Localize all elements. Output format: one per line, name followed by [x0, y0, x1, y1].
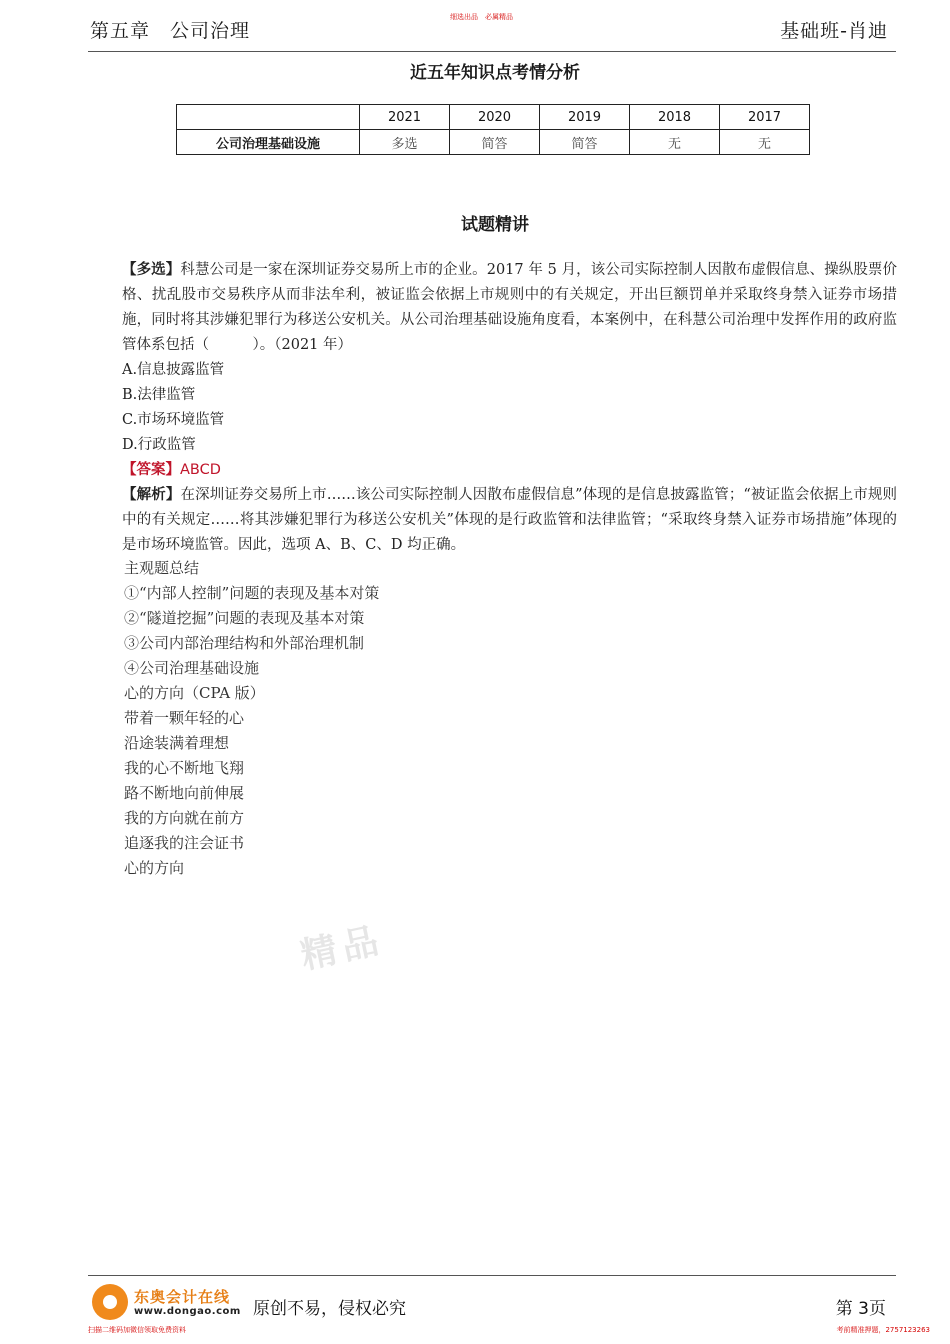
summary-heading: 主观题总结	[124, 559, 200, 577]
table-row	[177, 130, 810, 155]
header-divider	[88, 51, 896, 52]
poem-line: 追逐我的注会证书	[124, 834, 245, 852]
value-cell: 无	[630, 130, 720, 155]
page-number: 第 3页	[835, 1299, 886, 1319]
poem-line: 带着一颗年轻的心	[124, 709, 245, 727]
option-d: D.行政监管	[122, 437, 196, 453]
poem-title: 心的方向（CPA 版）	[124, 684, 265, 702]
explanation-text: 在深圳证券交易所上市……该公司实际控制人因散布虚假信息”体现的是信息披露监管；“被证监会依据上市规则中的有关规定……将其涉嫌犯罪行为移送公安机关”体现的是行政监管和法律监管；“采取终身禁入证券市场措施”体现的是市场环境监管。因此，选项 A、B、C、D 均正确。	[122, 487, 897, 553]
table-header-row	[177, 105, 810, 130]
year-cell: 2017	[720, 105, 810, 130]
table-corner-cell	[177, 105, 360, 130]
year-cell: 2021	[360, 105, 450, 130]
summary-item: ④公司治理基础设施	[124, 659, 260, 677]
value-cell: 多选	[360, 130, 450, 155]
option-b: B.法律监管	[122, 387, 196, 403]
poem-line: 心的方向	[124, 859, 185, 877]
poem-line: 我的心不断地飞翔	[124, 759, 245, 777]
year-cell: 2018	[630, 105, 720, 130]
lecture-title: 试题精讲	[461, 215, 529, 235]
value-cell: 简答	[450, 130, 540, 155]
answer-line	[122, 458, 897, 483]
answer-tag: 【答案】	[122, 462, 180, 478]
poem-line: 沿途装满着理想	[124, 734, 230, 752]
header-mark: 细选出品 必属精品	[450, 13, 513, 21]
year-cell: 2020	[450, 105, 540, 130]
value-cell: 简答	[540, 130, 630, 155]
footer-note-right: 考前精准押题，2757123263	[836, 1326, 930, 1334]
year-cell: 2019	[540, 105, 630, 130]
logo-url: www.dongao.com	[134, 1306, 241, 1317]
explanation-tag: 【解析】	[122, 487, 181, 503]
question-text: 科慧公司是一家在深圳证券交易所上市的企业。2017 年 5 月，该公司实际控制人因散布虚假信息、操纵股票价格、扰乱股市交易秩序从而非法牟利，被证监会依据上市规则中的有关规定，开出巨额罚单并采取终身禁入证券市场措施，同时将其涉嫌犯罪行为移送公安机关。从公司治理基础设施角度看，本案例中，在科慧公司治理中发挥作用的政府监管体系包括（ ）。（2021 年）	[122, 262, 897, 353]
logo-name: 东奥会计在线	[134, 1288, 231, 1306]
footer-slogan: 原创不易，侵权必究	[253, 1299, 406, 1319]
summary-item: ①“内部人控制”问题的表现及基本对策	[124, 584, 380, 602]
option-a: A.信息披露监管	[122, 362, 225, 378]
row-label-cell: 公司治理基础设施	[177, 130, 360, 155]
exam-frequency-table	[176, 104, 810, 155]
footer-divider	[88, 1275, 896, 1276]
analysis-title: 近五年知识点考情分析	[410, 63, 580, 83]
poem-line: 我的方向就在前方	[124, 809, 245, 827]
poem-line: 路不断地向前伸展	[124, 784, 245, 802]
watermark: 精品	[297, 919, 388, 978]
option-c: C.市场环境监管	[122, 412, 225, 428]
value-cell: 无	[720, 130, 810, 155]
summary-item: ②“隧道挖掘”问题的表现及基本对策	[124, 609, 365, 627]
question-stem	[122, 258, 897, 358]
explanation	[122, 483, 897, 558]
logo-icon-center	[103, 1295, 117, 1309]
summary-list	[124, 556, 379, 881]
course-title: 基础班-肖迪	[780, 20, 888, 42]
chapter-title: 第五章 公司治理	[90, 20, 251, 42]
answer-value: ABCD	[180, 462, 221, 478]
question-block	[122, 258, 897, 558]
footer-note-left: 扫描二维码加微信领取免费资料	[88, 1326, 186, 1334]
question-type-tag: 【多选】	[122, 262, 181, 278]
summary-item: ③公司内部治理结构和外部治理机制	[124, 634, 365, 652]
